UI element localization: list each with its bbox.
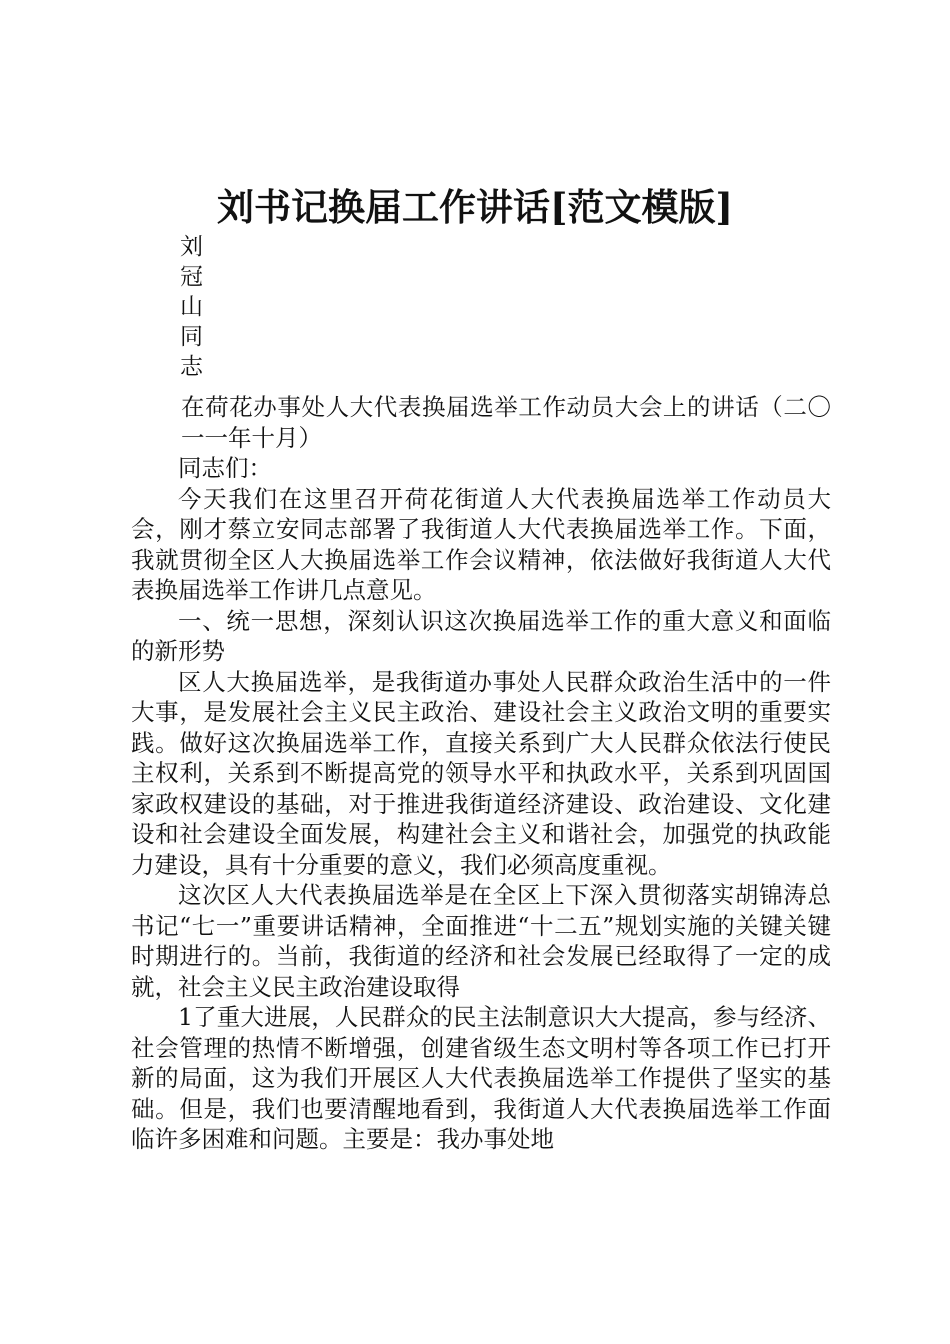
author-char: 刘 [180,234,203,260]
paragraph: 今天我们在这里召开荷花街道人大代表换届选举工作动员大会，刚才蔡立安同志部署了我街道人大代表换届选举工作。下面，我就贯彻全区人大换届选举工作会议精神，依法做好我街道人大代表换届选举工作讲几点意见。 [131,484,831,604]
speech-subtitle: 在荷花办事处人大代表换届选举工作动员大会上的讲话（二〇一一年十月） [181,393,831,452]
section-heading: 一、统一思想，深刻认识这次换届选举工作的重大意义和面临的新形势 [131,606,831,665]
paragraph: 1了重大进展，人民群众的民主法制意识大大提高，参与经济、社会管理的热情不断增强，创建省级生态文明村等各项工作已打开新的局面，这为我们开展区人大代表换届选举工作提供了坚实的基础。但是，我们也要清醒地看到，我街道人大代表换届选举工作面临许多困难和问题。主要是：我办事处地 [131,1003,831,1153]
author-char: 同 [180,324,203,350]
document-title: 刘书记换届工作讲话[范文模版] [216,185,733,229]
paragraph: 这次区人大代表换届选举是在全区上下深入贯彻落实胡锦涛总书记“七一”重要讲话精神，全面推进“十二五”规划实施的关键关键时期进行的。当前，我街道的经济和社会发展已经取得了一定的成就，社会主义民主政治建设取得 [131,881,831,1001]
salutation: 同志们： [178,454,272,482]
document-body [131,392,831,1155]
author-char: 冠 [180,264,203,290]
author-char: 山 [180,294,203,320]
paragraph: 区人大换届选举，是我街道办事处人民群众政治生活中的一件大事，是发展社会主义民主政治、建设社会主义政治文明的重要实践。做好这次换届选举工作，直接关系到广大人民群众依法行使民主权利，关系到不断提高党的领导水平和执政水平，关系到巩固国家政权建设的基础，对于推进我街道经济建设、政治建设、文化建设和社会建设全面发展，构建社会主义和谐社会，加强党的执政能力建设，具有十分重要的意义，我们必须高度重视。 [131,667,831,879]
author-vertical [180,232,210,382]
author-char: 志 [180,354,203,380]
